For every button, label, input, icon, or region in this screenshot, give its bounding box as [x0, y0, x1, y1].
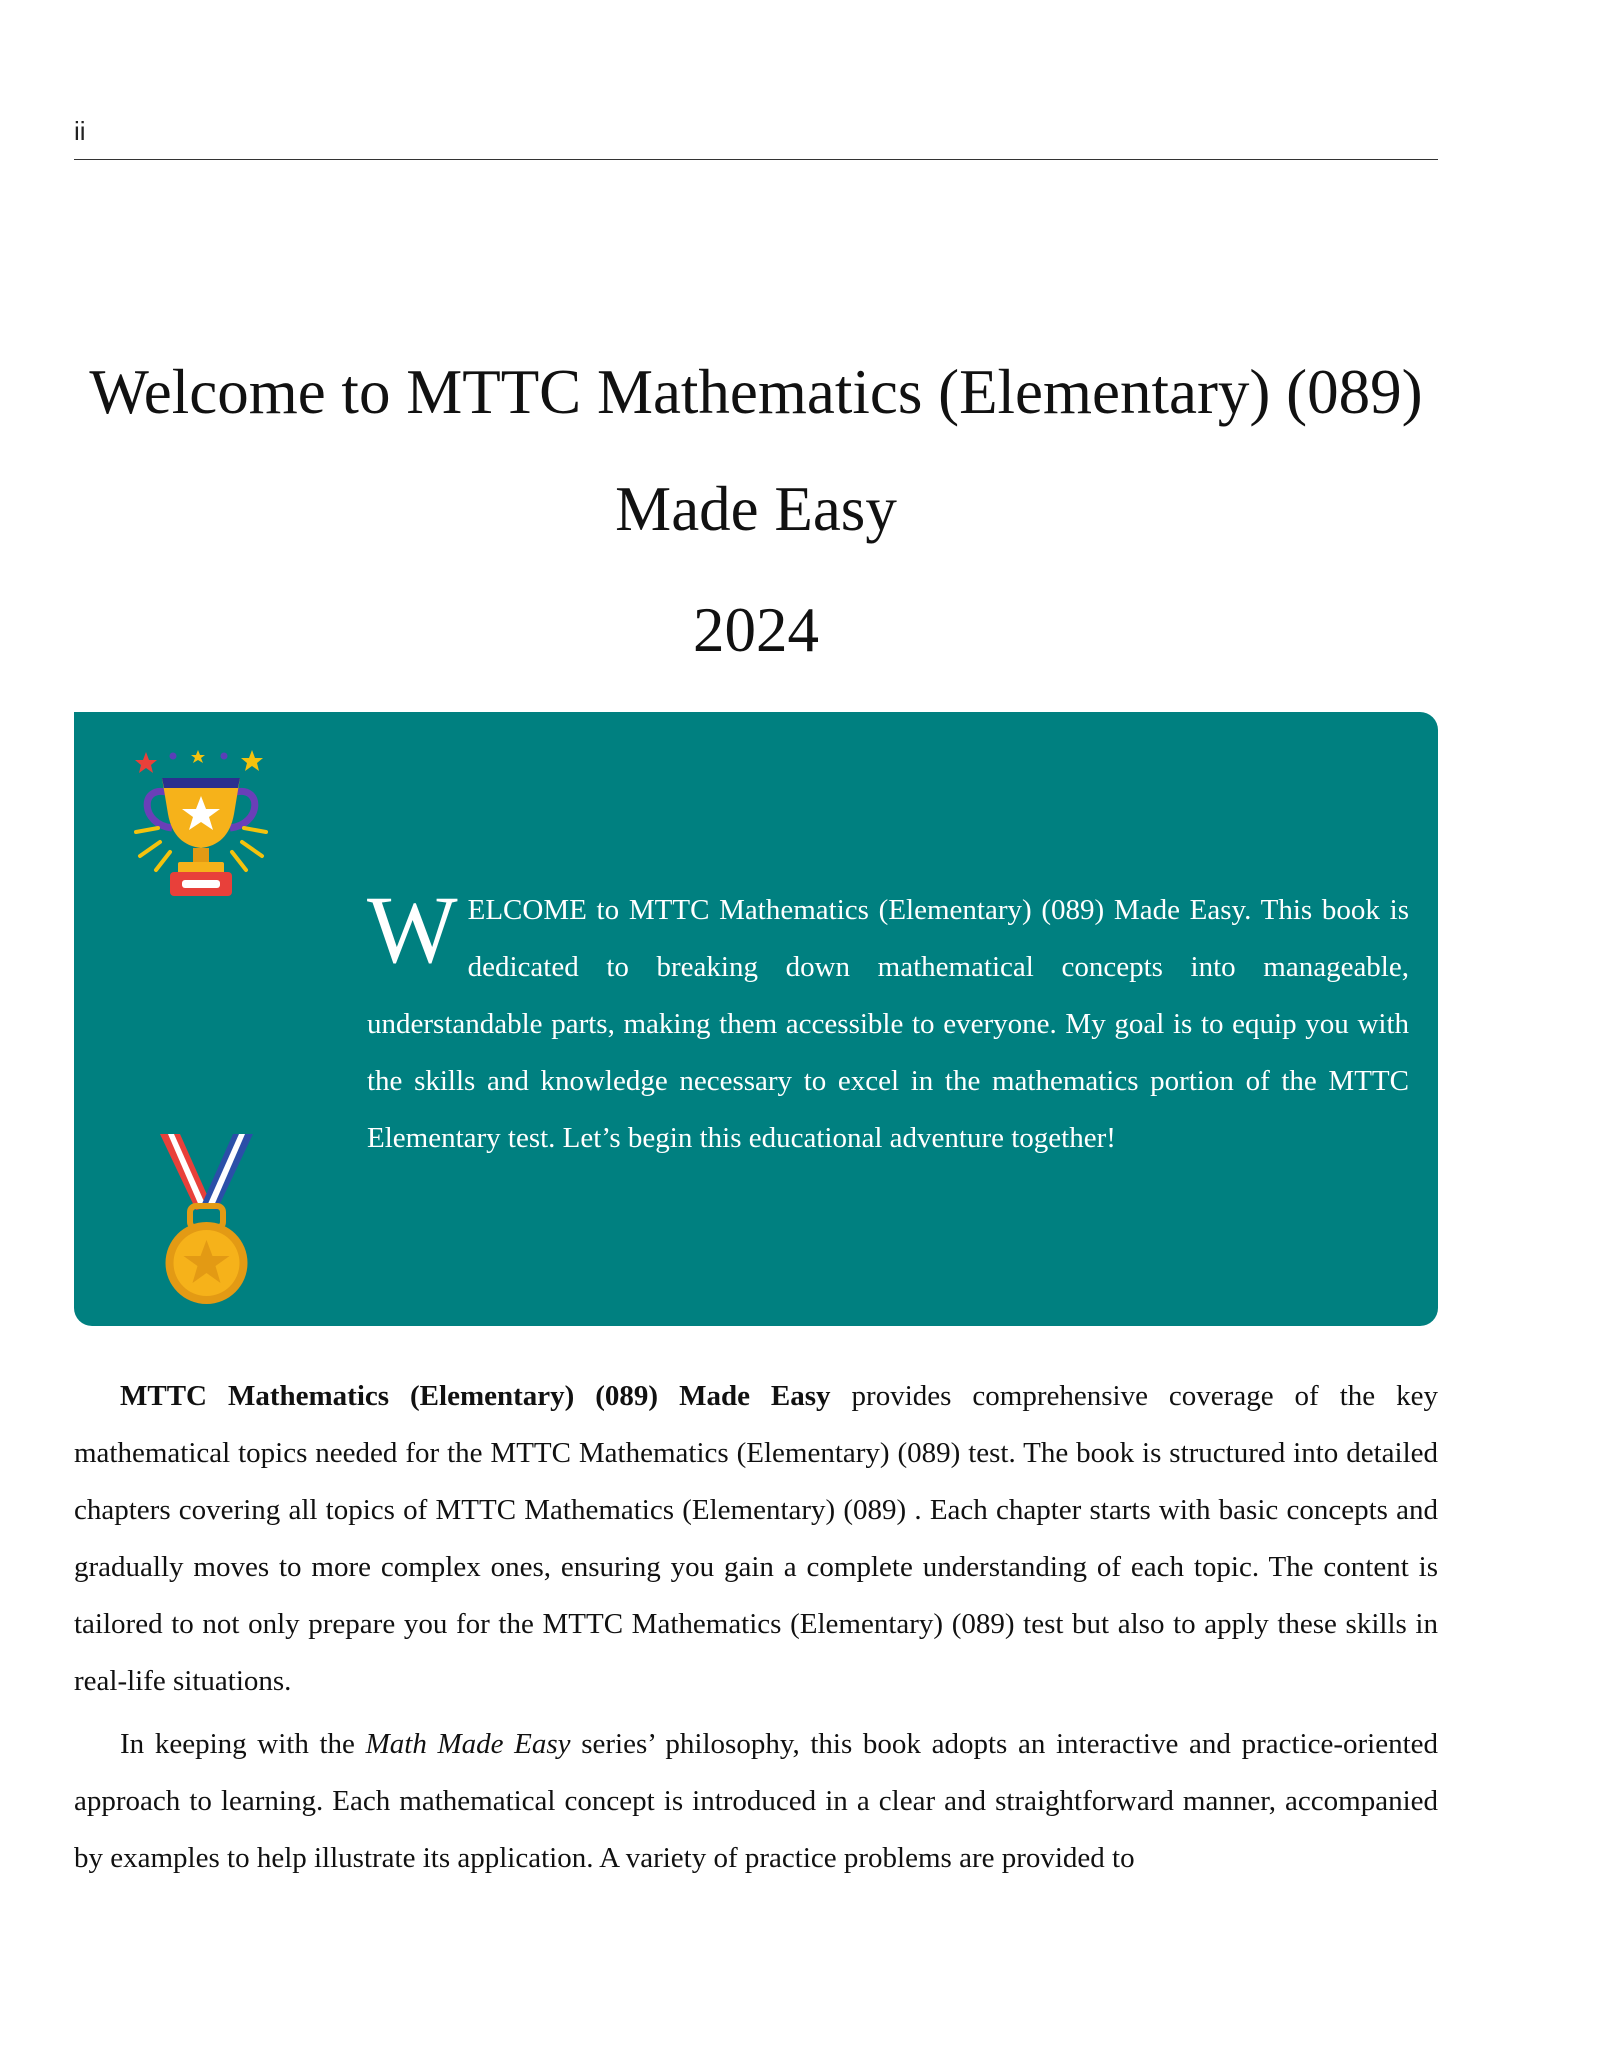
- paragraph-1: [74, 1368, 1438, 1710]
- welcome-box: [74, 712, 1438, 1326]
- page-title-line-2: Made Easy: [615, 474, 897, 544]
- page-title-line-1: Welcome to MTTC Mathematics (Elementary) (089): [89, 357, 1423, 427]
- drop-cap: W: [367, 876, 458, 983]
- paragraph-2-start: In keeping with the: [120, 1728, 366, 1760]
- header-rule: [74, 159, 1438, 160]
- paragraph-1-text: provides comprehensive coverage of the key mathematical topics needed for the MTTC Mathematics (Elementary) (089) test. The book is structured into detailed chapters covering all topics of MTTC Mathematics (Elementary) (089) . Each chapter starts with basic concepts and gradually moves to more complex ones, ensuring you gain a complete understanding of each topic. The content is tailored to not only prepare you for the MTTC Mathematics (Elementary) (089) test but also to apply these skills in real-life situations.: [74, 1380, 1438, 1697]
- paragraph-2-text: series’ philosophy, this book adopts an interactive and practice-oriented approach to learning. Each mathematical concept is introduced in a clear and straightforward manner, accompanied by examples to help illustrate its application. A variety of practice problems are provided to: [74, 1728, 1438, 1874]
- welcome-text: ELCOME to MTTC Mathematics (Elementary) (089) Made Easy. This book is dedicated to breaking down mathematical concepts into manageable, understandable parts, making them accessible to everyone. My goal is to equip you with the skills and knowledge necessary to excel in the mathematics portion of the MTTC Elementary test. Let’s begin this educational adventure together!: [367, 894, 1409, 1154]
- page-title-year: 2024: [693, 595, 819, 665]
- paragraph-2: [74, 1716, 1438, 1887]
- series-name-italic: Math Made Easy: [365, 1728, 571, 1760]
- page-number: ii: [74, 116, 86, 146]
- welcome-paragraph: [367, 876, 1409, 1167]
- trophy-icon: [126, 744, 276, 904]
- body-text: [74, 1368, 1438, 1893]
- medal-icon: [154, 1132, 259, 1307]
- book-title-bold: MTTC Mathematics (Elementary) (089) Made Easy: [120, 1380, 831, 1412]
